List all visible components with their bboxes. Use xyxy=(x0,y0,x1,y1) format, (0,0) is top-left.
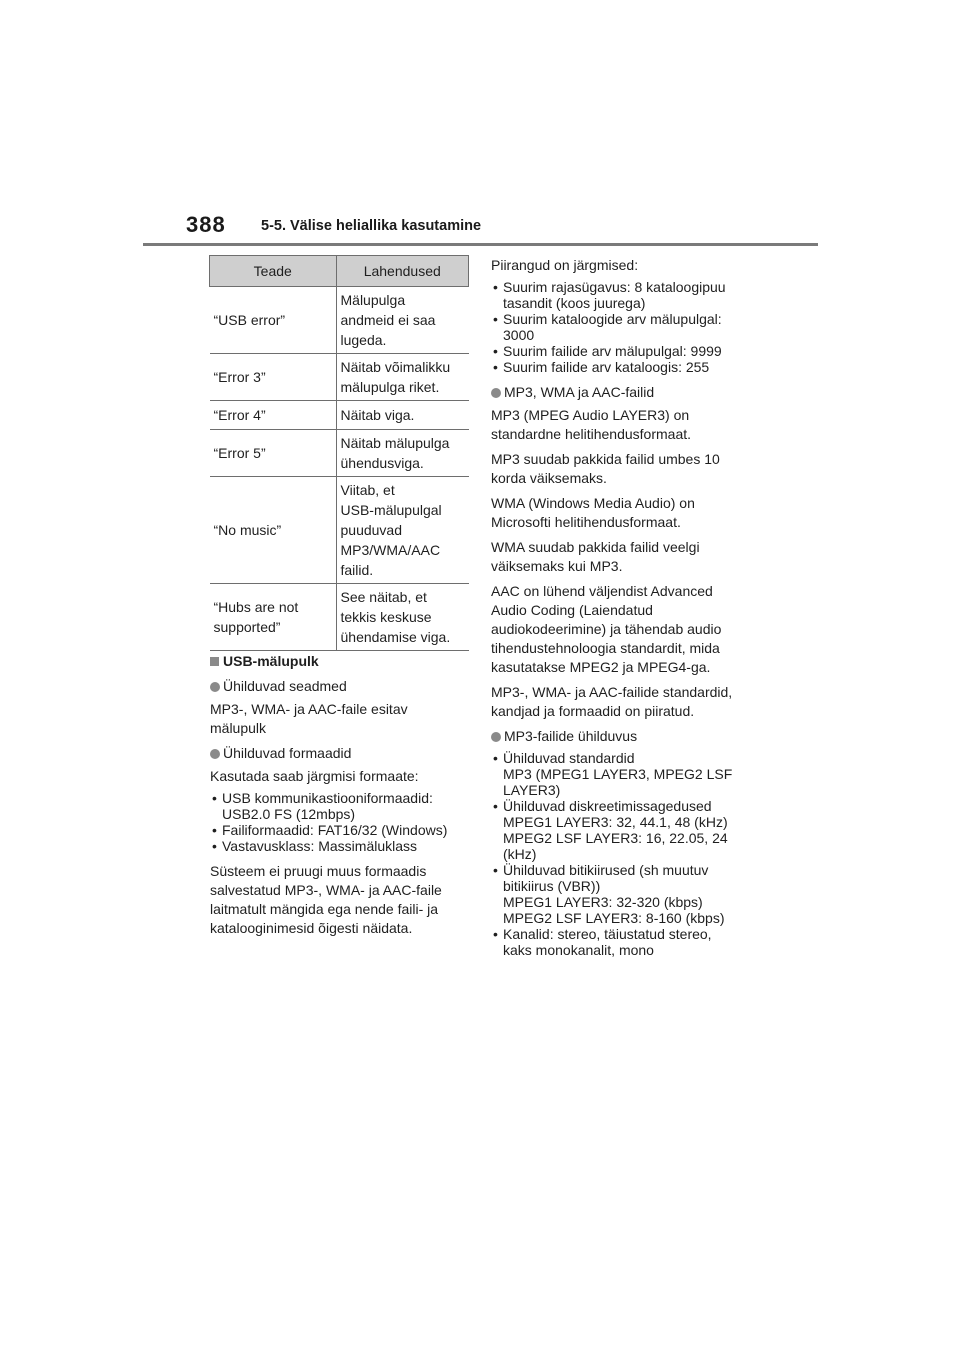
round-bullet-icon xyxy=(491,732,501,742)
left-column xyxy=(210,652,470,944)
table-row xyxy=(210,584,469,651)
square-bullet-icon xyxy=(210,657,219,666)
message-line: “Hubs are not xyxy=(213,599,299,615)
devices-heading: Ühilduvad seadmed xyxy=(210,677,470,696)
list-item: • Suurim failide arv mälupulgal: 9999 xyxy=(491,343,751,359)
list-item: • Kanalid: stereo, täiustatud stereo, kaks monokanalit, mono xyxy=(491,926,751,958)
solution-line: Näitab võimalikku xyxy=(340,359,451,375)
table-cell-solution xyxy=(336,430,469,477)
table-row xyxy=(210,477,469,584)
table-header-solution: Lahendused xyxy=(336,256,469,287)
closing-text: Süsteem ei pruugi muus formaadis salvestatud MP3-, WMA- ja AAC-faile laitmatult mängida ega nende faili- ja katalooginimesid õigesti näidata. xyxy=(210,863,442,936)
compat-heading: MP3-failide ühilduvus xyxy=(491,727,751,746)
solution-line: Näitab mälupulga xyxy=(340,435,450,451)
solution-line: Näitab viga. xyxy=(340,407,415,423)
formats-heading: Ühilduvad formaadid xyxy=(210,744,470,763)
solution-line: USB-mälupulgal xyxy=(340,502,442,518)
list-item: • Failiformaadid: FAT16/32 (Windows) xyxy=(210,822,470,838)
limits-list xyxy=(491,279,751,375)
table-header-message: Teade xyxy=(210,256,337,287)
usb-heading: USB-mälupulk xyxy=(210,652,470,671)
solution-line: mälupulga riket. xyxy=(340,379,440,395)
solution-line: See näitab, et xyxy=(340,589,427,605)
list-item: • Suurim rajasügavus: 8 kataloogipuu tasandit (koos juurega) xyxy=(491,279,751,311)
list-item: • Ühilduvad diskreetimissagedused MPEG1 LAYER3: 32, 44.1, 48 (kHz) MPEG2 LSF LAYER3: 16, 22.05, 24 (kHz) xyxy=(491,798,751,862)
message-line: supported” xyxy=(213,619,281,635)
table-row xyxy=(210,354,469,401)
paragraph: MP3 (MPEG Audio LAYER3) on standardne helitihendusformaat. xyxy=(491,407,692,442)
table-row xyxy=(210,430,469,477)
round-bullet-icon xyxy=(210,749,220,759)
paragraph: WMA (Windows Media Audio) on Microsofti helitihendusformaat. xyxy=(491,495,695,530)
table-cell-message: “Error 5” xyxy=(210,430,337,477)
formats-list xyxy=(210,790,470,854)
page-number: 388 xyxy=(186,212,226,237)
solution-line: puuduvad xyxy=(340,522,403,538)
formats-intro: Kasutada saab järgmisi formaate: xyxy=(210,768,419,784)
paragraph: MP3 suudab pakkida failid umbes 10 korda väiksemaks. xyxy=(491,451,720,486)
list-item: • Ühilduvad standardid MP3 (MPEG1 LAYER3, MPEG2 LSF LAYER3) xyxy=(491,750,751,798)
header-rule xyxy=(143,243,818,246)
compat-list xyxy=(491,750,751,958)
table-cell-solution xyxy=(336,477,469,584)
message-table xyxy=(209,255,469,651)
solution-line: failid. xyxy=(340,562,374,578)
solution-line: tekkis keskuse xyxy=(340,609,432,625)
round-bullet-icon xyxy=(210,682,220,692)
table-cell-message: “No music” xyxy=(210,477,337,584)
devices-text: MP3-, WMA- ja AAC-faile esitav mälupulk xyxy=(210,701,408,736)
list-item: • USB kommunikastiooniformaadid: USB2.0 FS (12mbps) xyxy=(210,790,470,822)
table-cell-message xyxy=(210,584,337,651)
table-cell-solution xyxy=(336,401,469,430)
paragraph: AAC on lühend väljendist Advanced Audio Coding (Laiendatud audiokodeerimine) ja tähendab audio tihendustehnoloogia standardit, mida kasutatakse MPEG2 ja MPEG4-ga. xyxy=(491,583,722,675)
paragraph: MP3-, WMA- ja AAC-failide standardid, kandjad ja formaadid on piiratud. xyxy=(491,684,733,719)
solution-line: Mälupulga xyxy=(340,292,406,308)
table-cell-solution xyxy=(336,584,469,651)
table-cell-solution xyxy=(336,354,469,401)
solution-line: ühendusviga. xyxy=(340,455,424,471)
list-item: • Suurim kataloogide arv mälupulgal: 3000 xyxy=(491,311,751,343)
table-cell-solution xyxy=(336,287,469,354)
section-title: 5-5. Välise heliallika kasutamine xyxy=(261,218,482,234)
table-row xyxy=(210,287,469,354)
right-column xyxy=(491,256,751,966)
limits-intro: Piirangud on järgmised: xyxy=(491,257,639,273)
list-item: • Vastavusklass: Massimäluklass xyxy=(210,838,470,854)
solution-line: MP3/WMA/AAC xyxy=(340,542,441,558)
solution-line: ühendamise viga. xyxy=(340,629,451,645)
table-cell-message: “Error 4” xyxy=(210,401,337,430)
paragraph: WMA suudab pakkida failid veelgi väiksemaks kui MP3. xyxy=(491,539,700,574)
list-item: • Suurim failide arv kataloogis: 255 xyxy=(491,359,751,375)
table-row xyxy=(210,401,469,430)
solution-line: Viitab, et xyxy=(340,482,395,498)
list-item: • Ühilduvad bitikiirused (sh muutuv bitikiirus (VBR)) MPEG1 LAYER3: 32-320 (kbps) MPEG2 LSF LAYER3: 8-160 (kbps) xyxy=(491,862,751,926)
round-bullet-icon xyxy=(491,388,501,398)
files-heading: MP3, WMA ja AAC-failid xyxy=(491,383,751,402)
table-cell-message: “Error 3” xyxy=(210,354,337,401)
solution-line: andmeid ei saa xyxy=(340,312,436,328)
table-header-row xyxy=(210,256,469,287)
solution-line: lugeda. xyxy=(340,332,387,348)
table-cell-message: “USB error” xyxy=(210,287,337,354)
